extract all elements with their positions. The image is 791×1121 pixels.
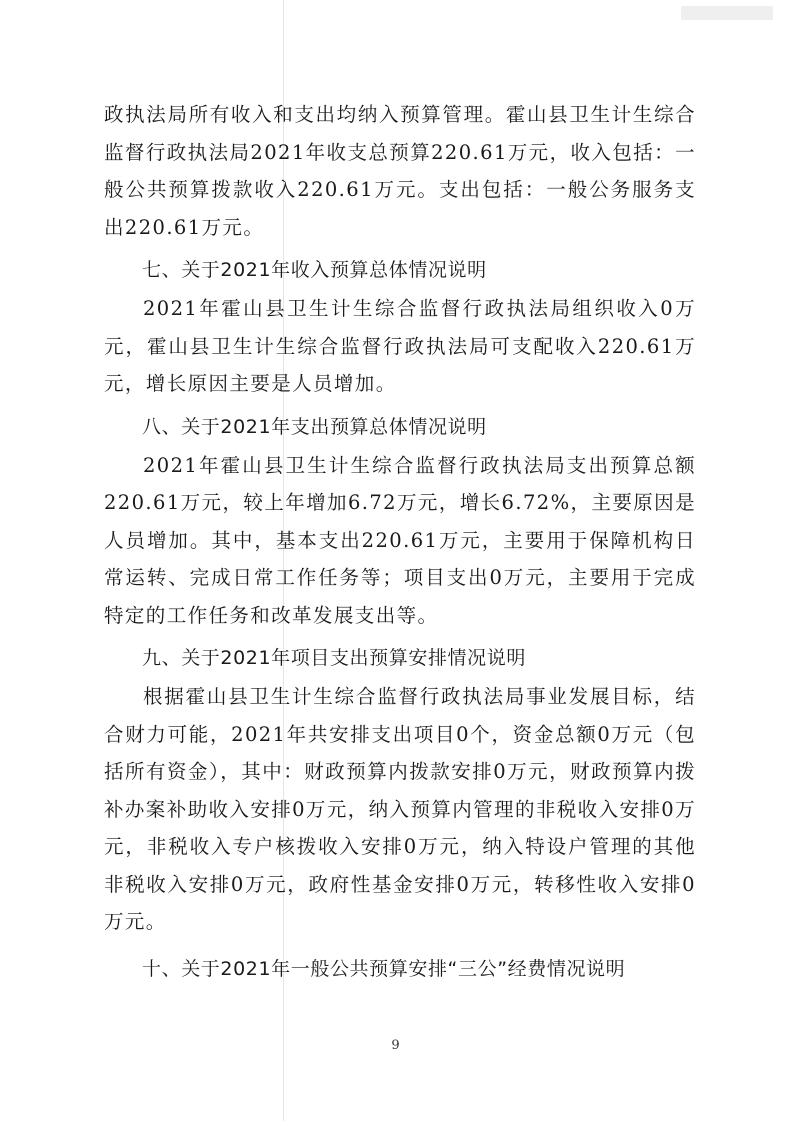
scan-stamp-mark — [681, 6, 773, 20]
heading-section-9: 九、关于2021年项目支出预算安排情况说明 — [142, 647, 526, 669]
paragraph-income-budget: 2021年霍山县卫生计生综合监督行政执法局组织收入0万元，霍山县卫生计生综合监督行政执法局可支配收入220.61万元，增长原因主要是人员增加。 — [104, 297, 696, 395]
page-number: 9 — [391, 1038, 400, 1053]
heading-section-8: 八、关于2021年支出预算总体情况说明 — [142, 415, 487, 438]
paragraph-project-budget: 根据霍山县卫生计生综合监督行政执法局事业发展目标，结合财力可能，2021年共安排支出项目0个，资金总额0万元（包括所有资金），其中：财政预算内拨款安排0万元，财政预算内拨补办案补助收入安排0万元，纳入预算内管理的非税收入安排0万元，非税收入专户核拨收入安排0万元，纳入特设户管理的其他非税收入安排0万元，政府性基金安排0万元，转移性收入安排0万元。 — [104, 685, 696, 933]
paragraph-expenditure-budget: 2021年霍山县卫生计生综合监督行政执法局支出预算总额220.61万元，较上年增加6.72万元，增长6.72%，主要原因是人员增加。其中，基本支出220.61万元，主要用于保障机构日常运转、完成日常工作任务等；项目支出0万元，主要用于完成特定的工作任务和改革发展支出等。 — [104, 453, 696, 627]
heading-section-7: 七、关于2021年收入预算总体情况说明 — [142, 259, 487, 281]
heading-section-10: 十、关于2021年一般公共预算安排“三公”经费情况说明 — [142, 957, 626, 980]
document-body — [104, 96, 696, 989]
paragraph-budget-summary: 政执法局所有收入和支出均纳入预算管理。霍山县卫生计生综合监督行政执法局2021年收支总预算220.61万元，收入包括：一般公共预算拨款收入220.61万元。支出包括：一般公务服务支出220.61万元。 — [104, 103, 696, 239]
